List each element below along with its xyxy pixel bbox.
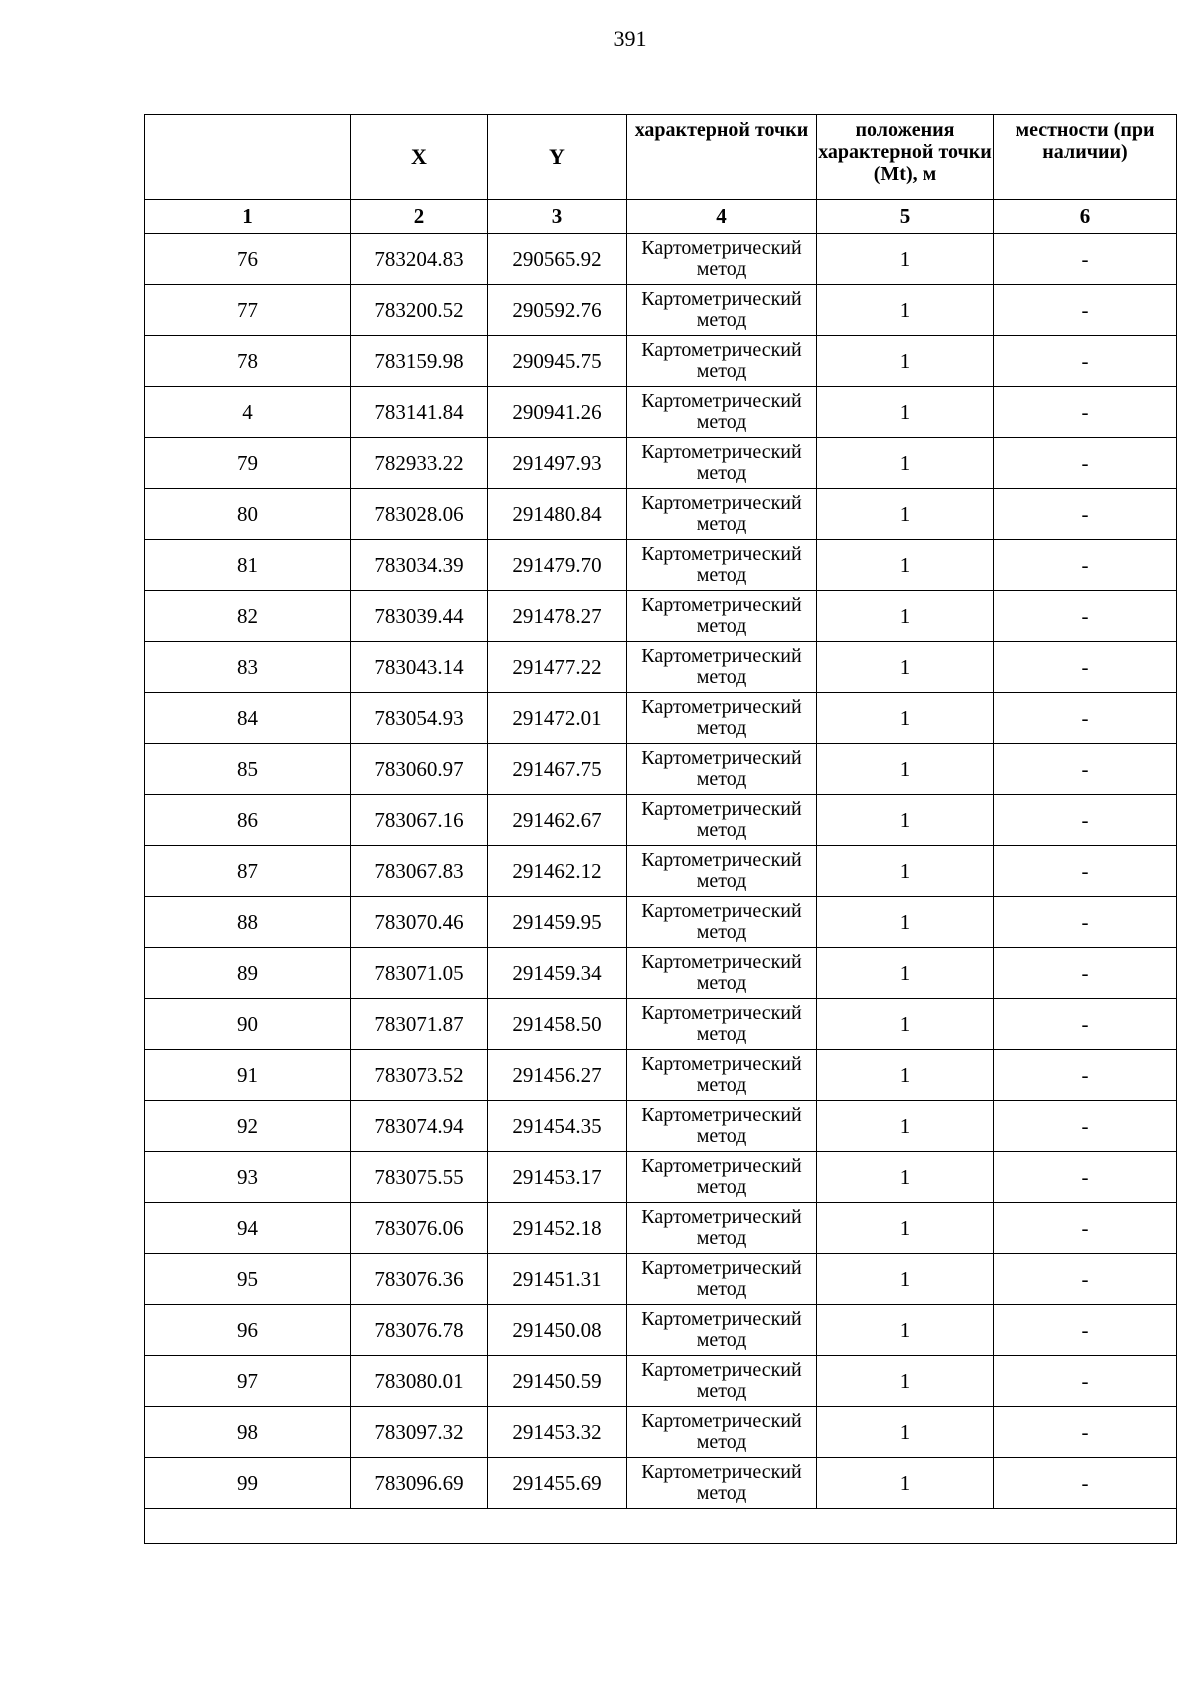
description-cell: - [994, 285, 1177, 336]
y-coordinate-cell: 291454.35 [488, 1101, 627, 1152]
method-cell: Картометрический метод [627, 336, 817, 387]
point-number-cell: 82 [145, 591, 351, 642]
y-coordinate-cell: 291497.93 [488, 438, 627, 489]
method-cell: Картометрический метод [627, 234, 817, 285]
point-number-cell: 79 [145, 438, 351, 489]
x-coordinate-cell: 783076.36 [351, 1254, 488, 1305]
table-body [145, 234, 1177, 1509]
x-coordinate-cell: 783200.52 [351, 285, 488, 336]
y-coordinate-cell: 291451.31 [488, 1254, 627, 1305]
method-cell: Картометрический метод [627, 540, 817, 591]
method-cell: Картометрический метод [627, 1458, 817, 1509]
accuracy-cell: 1 [817, 387, 994, 438]
accuracy-cell: 1 [817, 897, 994, 948]
point-number-cell: 83 [145, 642, 351, 693]
accuracy-cell: 1 [817, 1458, 994, 1509]
y-coordinate-cell: 291480.84 [488, 489, 627, 540]
x-coordinate-cell: 783074.94 [351, 1101, 488, 1152]
column-number: 4 [627, 200, 817, 234]
y-coordinate-cell: 291458.50 [488, 999, 627, 1050]
accuracy-cell: 1 [817, 1101, 994, 1152]
x-coordinate-cell: 783141.84 [351, 387, 488, 438]
method-cell: Картометрический метод [627, 1254, 817, 1305]
x-coordinate-cell: 783054.93 [351, 693, 488, 744]
table-row [145, 1203, 1177, 1254]
header-y: Y [488, 115, 627, 200]
y-coordinate-cell: 291456.27 [488, 1050, 627, 1101]
y-coordinate-cell: 291459.34 [488, 948, 627, 999]
table-row [145, 744, 1177, 795]
description-cell: - [994, 540, 1177, 591]
point-number-cell: 78 [145, 336, 351, 387]
accuracy-cell: 1 [817, 999, 994, 1050]
x-coordinate-cell: 783067.16 [351, 795, 488, 846]
x-coordinate-cell: 783159.98 [351, 336, 488, 387]
table-row [145, 1356, 1177, 1407]
point-number-cell: 88 [145, 897, 351, 948]
description-cell: - [994, 438, 1177, 489]
column-number: 2 [351, 200, 488, 234]
header-method: характерной точки [627, 115, 817, 200]
accuracy-cell: 1 [817, 948, 994, 999]
accuracy-cell: 1 [817, 744, 994, 795]
method-cell: Картометрический метод [627, 693, 817, 744]
description-cell: - [994, 387, 1177, 438]
table-row [145, 540, 1177, 591]
description-cell: - [994, 1305, 1177, 1356]
y-coordinate-cell: 291477.22 [488, 642, 627, 693]
point-number-cell: 96 [145, 1305, 351, 1356]
x-coordinate-cell: 783060.97 [351, 744, 488, 795]
table-row [145, 1407, 1177, 1458]
description-cell: - [994, 795, 1177, 846]
point-number-cell: 84 [145, 693, 351, 744]
method-cell: Картометрический метод [627, 387, 817, 438]
x-coordinate-cell: 783073.52 [351, 1050, 488, 1101]
method-cell: Картометрический метод [627, 591, 817, 642]
x-coordinate-cell: 783039.44 [351, 591, 488, 642]
description-cell: - [994, 948, 1177, 999]
description-cell: - [994, 846, 1177, 897]
y-coordinate-cell: 291455.69 [488, 1458, 627, 1509]
description-cell: - [994, 1152, 1177, 1203]
table-row [145, 438, 1177, 489]
accuracy-cell: 1 [817, 540, 994, 591]
accuracy-cell: 1 [817, 693, 994, 744]
table-row [145, 285, 1177, 336]
x-coordinate-cell: 783043.14 [351, 642, 488, 693]
table-row [145, 387, 1177, 438]
point-number-cell: 4 [145, 387, 351, 438]
method-cell: Картометрический метод [627, 999, 817, 1050]
header-point-number [145, 115, 351, 200]
table-row [145, 897, 1177, 948]
y-coordinate-cell: 291459.95 [488, 897, 627, 948]
x-coordinate-cell: 783097.32 [351, 1407, 488, 1458]
table-row [145, 591, 1177, 642]
empty-footer-row [145, 1509, 1177, 1544]
y-coordinate-cell: 291450.59 [488, 1356, 627, 1407]
x-coordinate-cell: 783071.87 [351, 999, 488, 1050]
x-coordinate-cell: 783096.69 [351, 1458, 488, 1509]
header-row [145, 115, 1177, 200]
point-number-cell: 94 [145, 1203, 351, 1254]
accuracy-cell: 1 [817, 846, 994, 897]
accuracy-cell: 1 [817, 1407, 994, 1458]
method-cell: Картометрический метод [627, 1152, 817, 1203]
point-number-cell: 80 [145, 489, 351, 540]
accuracy-cell: 1 [817, 285, 994, 336]
method-cell: Картометрический метод [627, 1356, 817, 1407]
x-coordinate-cell: 782933.22 [351, 438, 488, 489]
description-cell: - [994, 1356, 1177, 1407]
x-coordinate-cell: 783076.06 [351, 1203, 488, 1254]
empty-footer-cell [145, 1509, 1177, 1544]
accuracy-cell: 1 [817, 591, 994, 642]
method-cell: Картометрический метод [627, 1203, 817, 1254]
x-coordinate-cell: 783067.83 [351, 846, 488, 897]
table-row [145, 336, 1177, 387]
accuracy-cell: 1 [817, 438, 994, 489]
x-coordinate-cell: 783204.83 [351, 234, 488, 285]
method-cell: Картометрический метод [627, 846, 817, 897]
column-number-row [145, 200, 1177, 234]
description-cell: - [994, 744, 1177, 795]
y-coordinate-cell: 291453.32 [488, 1407, 627, 1458]
table-row [145, 693, 1177, 744]
description-cell: - [994, 1407, 1177, 1458]
accuracy-cell: 1 [817, 234, 994, 285]
accuracy-cell: 1 [817, 1050, 994, 1101]
x-coordinate-cell: 783076.78 [351, 1305, 488, 1356]
method-cell: Картометрический метод [627, 285, 817, 336]
method-cell: Картометрический метод [627, 795, 817, 846]
y-coordinate-cell: 291453.17 [488, 1152, 627, 1203]
description-cell: - [994, 1458, 1177, 1509]
point-number-cell: 99 [145, 1458, 351, 1509]
point-number-cell: 93 [145, 1152, 351, 1203]
x-coordinate-cell: 783071.05 [351, 948, 488, 999]
table-row [145, 1152, 1177, 1203]
method-cell: Картометрический метод [627, 642, 817, 693]
description-cell: - [994, 897, 1177, 948]
accuracy-cell: 1 [817, 1152, 994, 1203]
y-coordinate-cell: 291462.67 [488, 795, 627, 846]
method-cell: Картометрический метод [627, 1101, 817, 1152]
table-row [145, 489, 1177, 540]
point-number-cell: 98 [145, 1407, 351, 1458]
table-row [145, 642, 1177, 693]
point-number-cell: 90 [145, 999, 351, 1050]
column-number: 3 [488, 200, 627, 234]
description-cell: - [994, 693, 1177, 744]
method-cell: Картометрический метод [627, 1050, 817, 1101]
point-number-cell: 87 [145, 846, 351, 897]
y-coordinate-cell: 291472.01 [488, 693, 627, 744]
header-accuracy: положения характерной точки (Mt), м [817, 115, 994, 200]
table-row [145, 1101, 1177, 1152]
y-coordinate-cell: 291467.75 [488, 744, 627, 795]
method-cell: Картометрический метод [627, 1407, 817, 1458]
table-row [145, 1305, 1177, 1356]
point-number-cell: 91 [145, 1050, 351, 1101]
description-cell: - [994, 591, 1177, 642]
y-coordinate-cell: 291479.70 [488, 540, 627, 591]
table-row [145, 795, 1177, 846]
y-coordinate-cell: 291478.27 [488, 591, 627, 642]
table-row [145, 1254, 1177, 1305]
description-cell: - [994, 642, 1177, 693]
accuracy-cell: 1 [817, 795, 994, 846]
x-coordinate-cell: 783070.46 [351, 897, 488, 948]
x-coordinate-cell: 783034.39 [351, 540, 488, 591]
y-coordinate-cell: 290592.76 [488, 285, 627, 336]
description-cell: - [994, 999, 1177, 1050]
y-coordinate-cell: 291462.12 [488, 846, 627, 897]
point-number-cell: 77 [145, 285, 351, 336]
table-row [145, 1050, 1177, 1101]
y-coordinate-cell: 290565.92 [488, 234, 627, 285]
description-cell: - [994, 1254, 1177, 1305]
accuracy-cell: 1 [817, 1305, 994, 1356]
point-number-cell: 86 [145, 795, 351, 846]
coordinates-table [144, 114, 1177, 1544]
description-cell: - [994, 1203, 1177, 1254]
method-cell: Картометрический метод [627, 744, 817, 795]
accuracy-cell: 1 [817, 1254, 994, 1305]
table-row [145, 234, 1177, 285]
point-number-cell: 95 [145, 1254, 351, 1305]
table-row [145, 948, 1177, 999]
header-x: X [351, 115, 488, 200]
page-number: 391 [613, 26, 647, 51]
description-cell: - [994, 1050, 1177, 1101]
y-coordinate-cell: 290941.26 [488, 387, 627, 438]
y-coordinate-cell: 290945.75 [488, 336, 627, 387]
accuracy-cell: 1 [817, 642, 994, 693]
column-number: 6 [994, 200, 1177, 234]
accuracy-cell: 1 [817, 489, 994, 540]
accuracy-cell: 1 [817, 1356, 994, 1407]
point-number-cell: 97 [145, 1356, 351, 1407]
method-cell: Картометрический метод [627, 897, 817, 948]
point-number-cell: 76 [145, 234, 351, 285]
table-row [145, 1458, 1177, 1509]
accuracy-cell: 1 [817, 1203, 994, 1254]
x-coordinate-cell: 783080.01 [351, 1356, 488, 1407]
table-row [145, 999, 1177, 1050]
header-description: местности (при наличии) [994, 115, 1177, 200]
column-number: 5 [817, 200, 994, 234]
method-cell: Картометрический метод [627, 948, 817, 999]
method-cell: Картометрический метод [627, 489, 817, 540]
x-coordinate-cell: 783075.55 [351, 1152, 488, 1203]
y-coordinate-cell: 291450.08 [488, 1305, 627, 1356]
point-number-cell: 81 [145, 540, 351, 591]
method-cell: Картометрический метод [627, 1305, 817, 1356]
description-cell: - [994, 1101, 1177, 1152]
method-cell: Картометрический метод [627, 438, 817, 489]
y-coordinate-cell: 291452.18 [488, 1203, 627, 1254]
description-cell: - [994, 489, 1177, 540]
table-row [145, 846, 1177, 897]
x-coordinate-cell: 783028.06 [351, 489, 488, 540]
description-cell: - [994, 234, 1177, 285]
accuracy-cell: 1 [817, 336, 994, 387]
point-number-cell: 85 [145, 744, 351, 795]
column-number: 1 [145, 200, 351, 234]
point-number-cell: 92 [145, 1101, 351, 1152]
point-number-cell: 89 [145, 948, 351, 999]
description-cell: - [994, 336, 1177, 387]
